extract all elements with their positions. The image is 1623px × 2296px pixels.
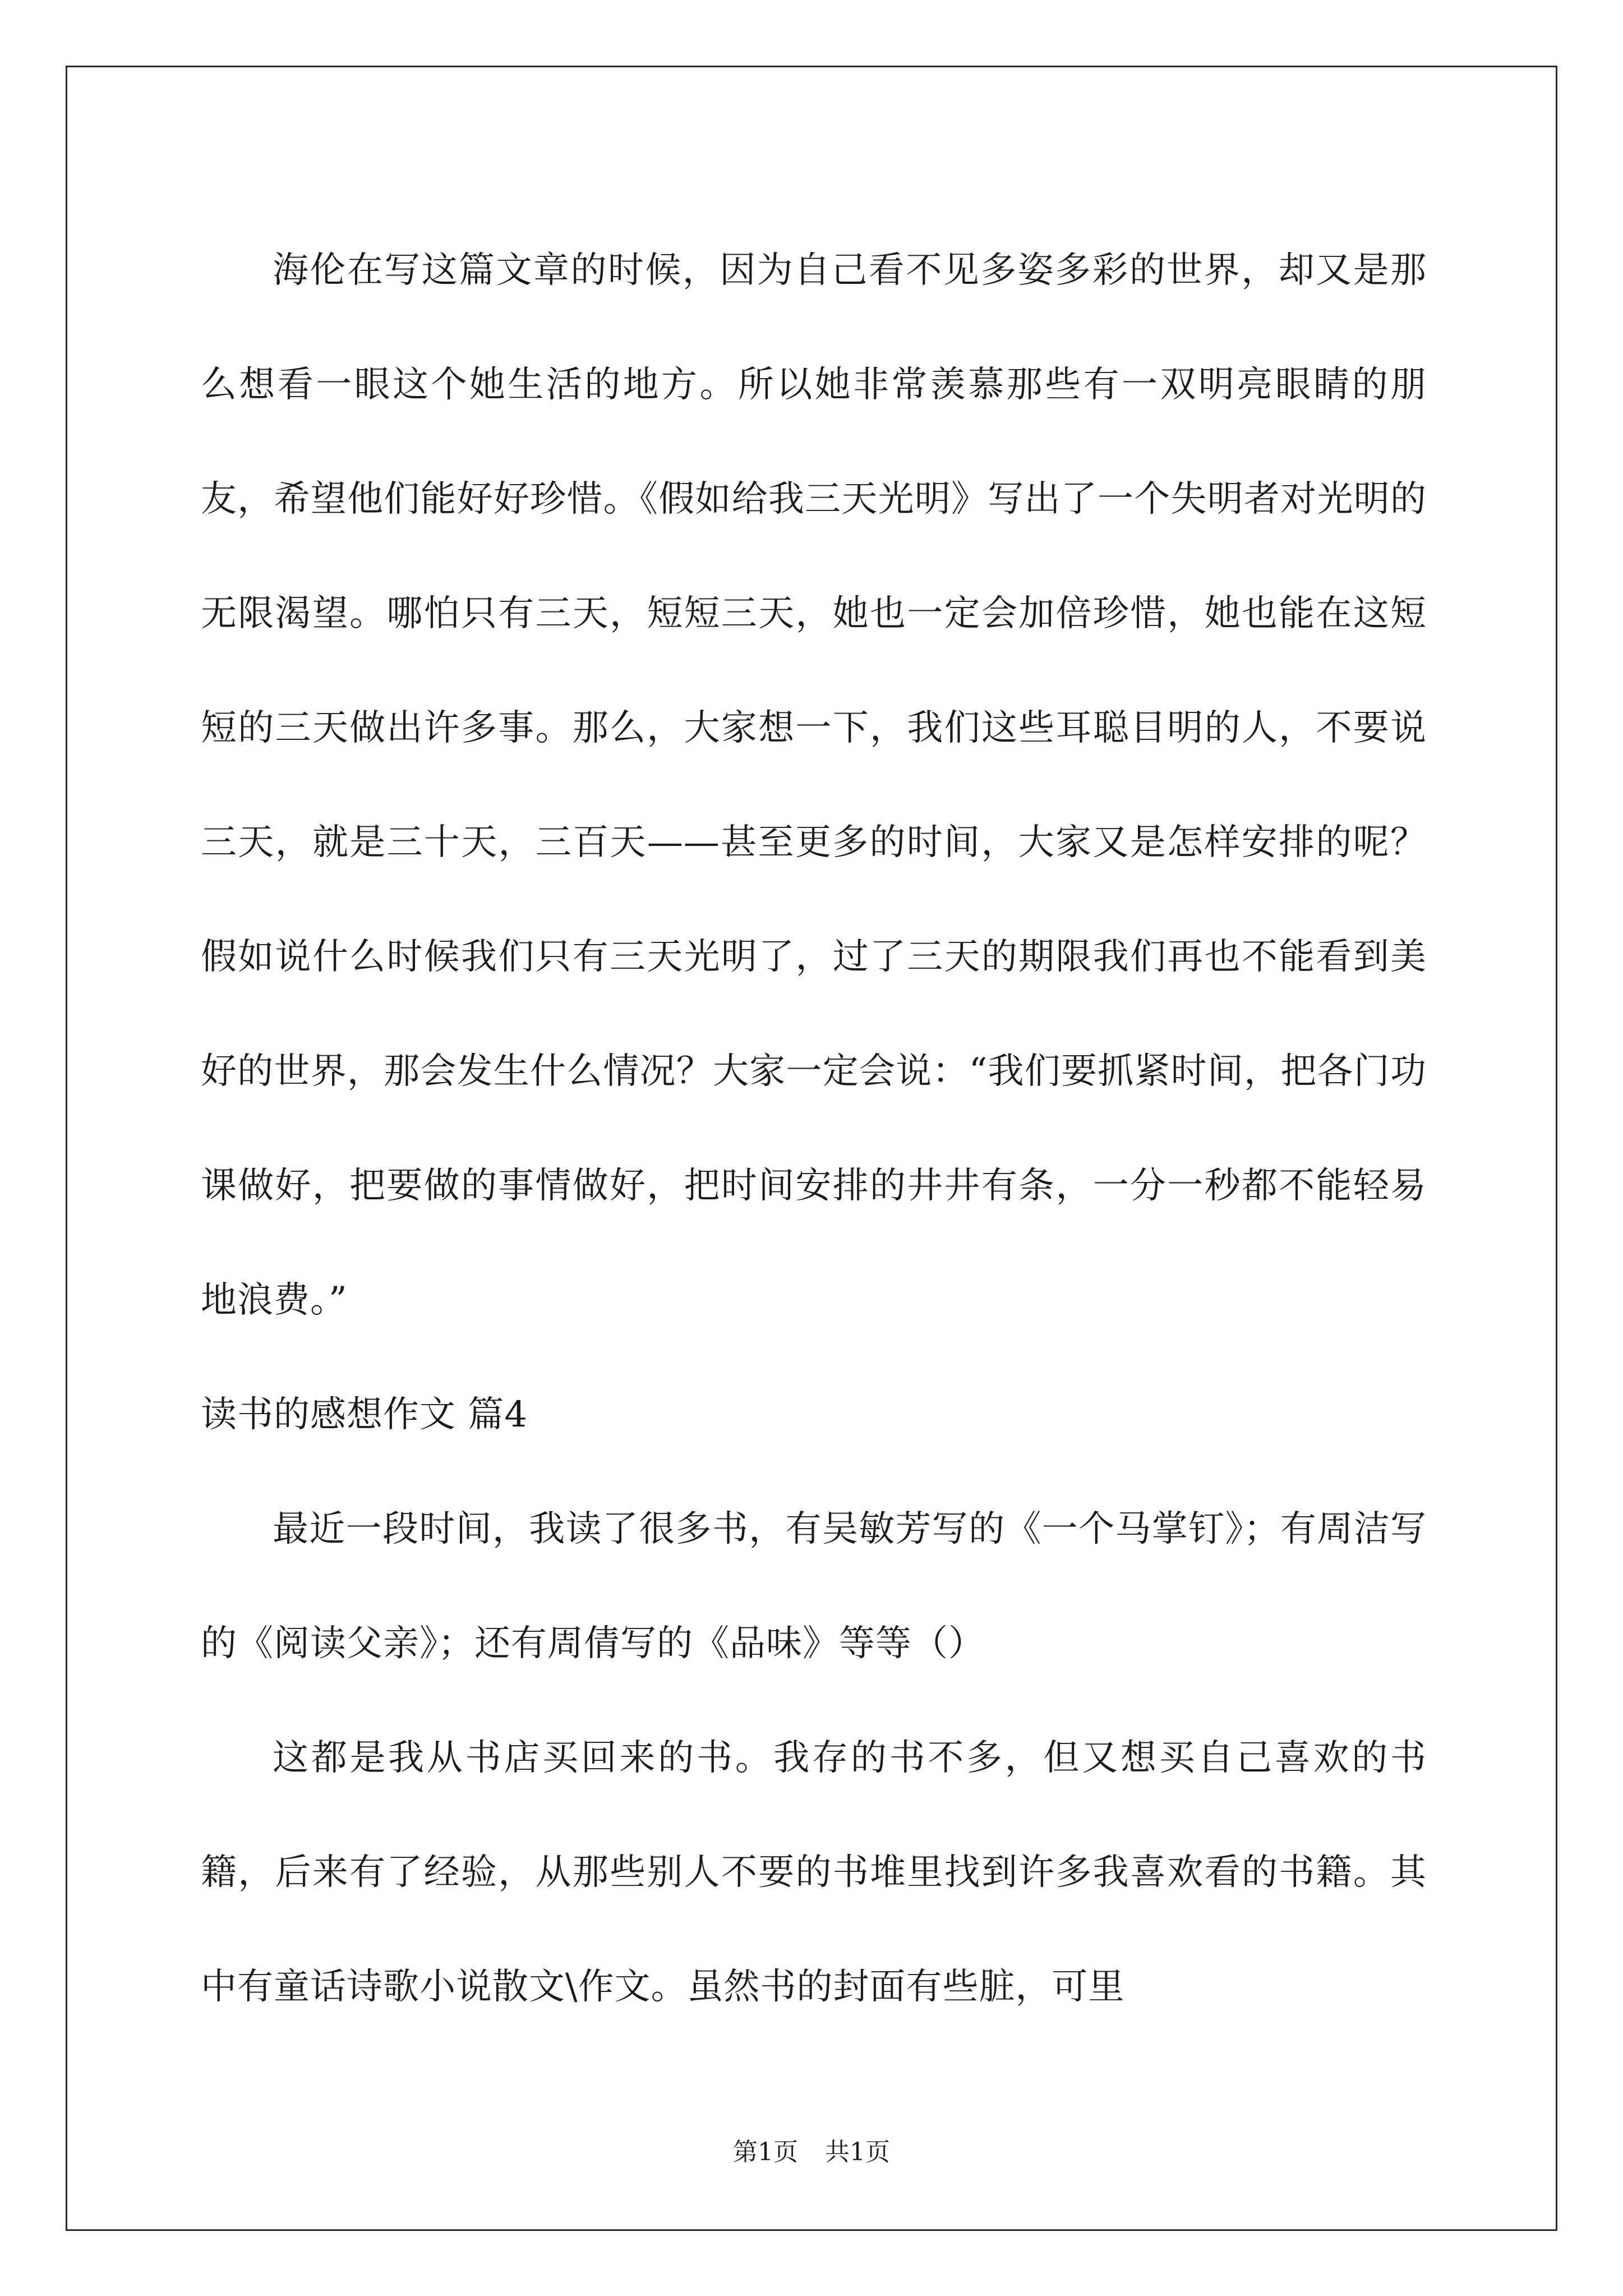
page-footer	[0, 2132, 1623, 2168]
paragraph: 最近一段时间，我读了很多书，有吴敏芳写的《一个马掌钉》；有周洁写的《阅读父亲》；还有周倩写的《品味》等等（）	[201, 1508, 1427, 1664]
paragraph: 这都是我从书店买回来的书。我存的书不多，但又想买自己喜欢的书籍，后来有了经验，从那些别人不要的书堆里找到许多我喜欢看的书籍。其中有童话诗歌小说散文\作文。虽然书的封面有些脏，可里	[201, 1737, 1427, 2008]
document-body	[201, 213, 1427, 2044]
section-heading: 读书的感想作文 篇4	[201, 1394, 528, 1435]
page-number-current: 第1页	[733, 2138, 798, 2166]
paragraph: 海伦在写这篇文章的时候，因为自己看不见多姿多彩的世界，却又是那么想看一眼这个她生活的地方。所以她非常羡慕那些有一双明亮眼睛的朋友，希望他们能好好珍惜。《假如给我三天光明》写出了一个失明者对光明的无限渴望。哪怕只有三天，短短三天，她也一定会加倍珍惜，她也能在这短短的三天做出许多事。那么，大家想一下，我们这些耳聪目明的人，不要说三天，就是三十天，三百天——甚至更多的时间，大家又是怎样安排的呢？假如说什么时候我们只有三天光明了，过了三天的期限我们再也不能看到美好的世界，那会发生什么情况？大家一定会说：“我们要抓紧时间，把各门功课做好，把要做的事情做好，把时间安排的井井有条，一分一秒都不能轻易地浪费。”	[201, 250, 1427, 1321]
page-number-total: 共1页	[825, 2138, 890, 2166]
